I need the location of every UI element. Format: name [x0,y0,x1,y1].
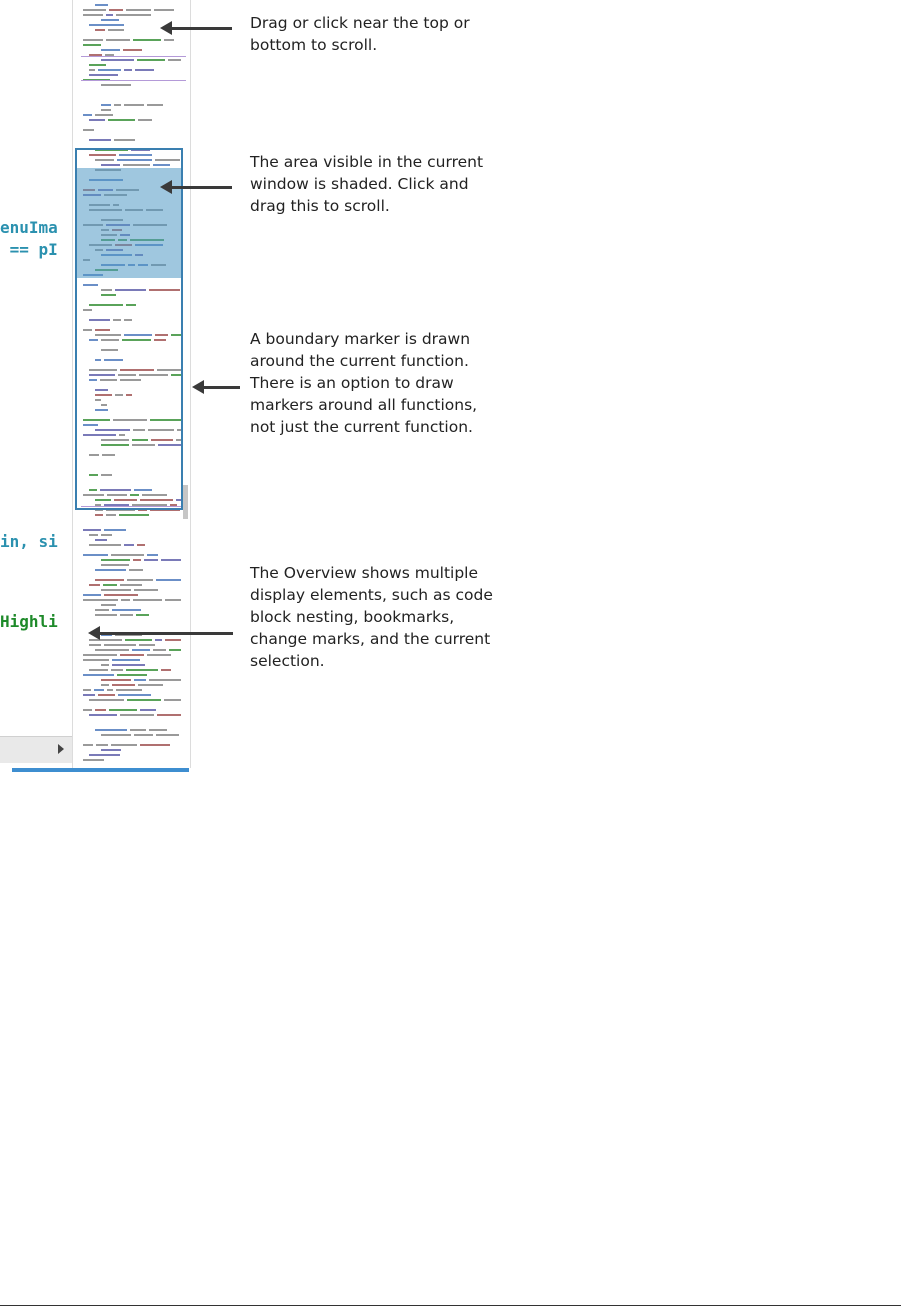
overview-scrollbar[interactable] [72,0,191,768]
overview-code-line [126,669,158,671]
overview-code-line [134,679,146,681]
overview-code-line [124,544,134,546]
overview-code-line [83,759,104,761]
overview-code-line [140,709,156,711]
callout-line: bottom to scroll. [250,36,378,54]
overview-code-line [157,714,181,716]
overview-code-line [101,19,119,21]
overview-code-line [156,579,181,581]
overview-code-line [154,9,174,11]
overview-code-line [112,664,145,666]
arrow-left-icon [202,386,240,389]
overview-code-line [116,689,142,691]
overview-code-line [164,699,181,701]
code-line: Highli [0,612,58,631]
callout-boundary-marker [250,328,530,438]
overview-code-line [138,119,152,121]
overview-code-line [112,659,140,661]
overview-code-line [120,614,133,616]
callout-line: A boundary marker is drawn [250,330,471,348]
callout-scroll-hint [250,12,530,56]
overview-code-line [83,114,92,116]
overview-code-line [133,39,161,41]
callout-line: display elements, such as code [250,586,493,604]
overview-code-line [83,529,101,531]
callout-line: Drag or click near the top or [250,14,470,32]
overview-code-line [114,104,121,106]
arrow-left-icon [98,632,233,635]
overview-code-line [101,679,131,681]
overview-code-line [83,9,106,11]
overview-code-line [89,714,117,716]
callout-line: markers around all functions, [250,396,478,414]
overview-code-line [83,694,95,696]
callout-line: around the current function. [250,352,469,370]
overview-code-line [133,559,141,561]
overview-code-line [96,744,108,746]
overview-code-line [127,699,161,701]
overview-code-line [135,69,154,71]
overview-code-line [140,744,170,746]
overview-code-line [101,664,109,666]
overview-code-line [83,709,92,711]
callout-line: The Overview shows multiple [250,564,479,582]
overview-code-line [83,689,91,691]
overview-code-line [101,534,112,536]
function-separator [81,56,186,57]
overview-code-line [112,684,135,686]
overview-code-line [126,9,151,11]
overview-code-line [111,744,137,746]
overview-code-line [83,654,117,656]
overview-code-line [101,734,131,736]
overview-code-line [156,734,179,736]
callout-overview-elements [250,562,530,672]
overview-code-line [89,644,101,646]
function-boundary-marker [75,148,183,510]
code-line: == pI [0,240,58,259]
overview-code-line [138,684,163,686]
overview-code-line [101,684,109,686]
overview-code-line [89,74,118,76]
overview-code-line [117,674,147,676]
overview-code-line [134,589,158,591]
overview-code-line [101,589,131,591]
overview-code-line [149,679,181,681]
overview-code-line [101,84,131,86]
overview-code-line [83,594,101,596]
overview-code-line [155,639,162,641]
overview-code-line [137,544,145,546]
scroll-thumb[interactable] [183,485,188,519]
overview-code-line [124,69,132,71]
overview-code-line [116,14,151,16]
overview-code-line [104,529,126,531]
overview-code-line [165,599,181,601]
overview-code-line [94,689,104,691]
overview-code-line [118,694,151,696]
overview-code-line [104,644,136,646]
overview-code-line [83,39,103,41]
overview-code-line [119,514,149,516]
overview-code-line [98,694,115,696]
overview-code-line [89,534,98,536]
overview-code-line [149,729,167,731]
overview-code-line [144,559,158,561]
overview-code-line [83,659,109,661]
overview-code-line [101,564,129,566]
overview-code-line [89,669,108,671]
overview-code-line [83,744,93,746]
overview-code-line [83,554,108,556]
overview-code-line [129,569,143,571]
overview-code-line [106,39,130,41]
overview-code-line [165,639,181,641]
overview-code-line [89,24,124,26]
overview-code-line [132,649,150,651]
horizontal-scrollbar[interactable] [0,736,72,763]
overview-code-line [153,649,166,651]
overview-code-line [109,709,137,711]
overview-code-line [164,39,174,41]
overview-code-line [95,514,103,516]
overview-code-line [108,119,135,121]
overview-code-line [83,599,118,601]
overview-code-line [125,639,152,641]
page-divider [0,1305,901,1306]
overview-code-line [112,609,141,611]
overview-code-line [133,599,162,601]
code-line: in, si [0,532,58,551]
callout-line: not just the current function. [250,418,473,436]
overview-code-line [120,654,144,656]
overview-code-line [101,104,111,106]
overview-code-line [124,104,144,106]
overview-code-line [89,69,95,71]
overview-code-line [130,729,146,731]
overview-code-line [95,539,107,541]
function-separator [81,80,186,81]
overview-code-line [101,749,121,751]
overview-code-line [83,674,114,676]
overview-code-line [136,614,149,616]
overview-code-line [107,689,113,691]
overview-code-line [83,14,103,16]
overview-code-line [168,59,181,61]
overview-code-line [123,49,142,51]
overview-code-line [120,714,154,716]
overview-code-line [114,139,135,141]
callout-visible-area [250,151,530,217]
callout-line: change marks, and the current [250,630,491,648]
code-editor[interactable] [0,0,72,770]
callout-line: drag this to scroll. [250,197,390,215]
overview-code-line [101,109,111,111]
overview-code-line [139,644,155,646]
overview-code-line [95,609,109,611]
overview-code-line [95,29,105,31]
overview-code-line [106,514,116,516]
overview-code-line [83,129,94,131]
overview-code-line [109,9,123,11]
overview-code-line [95,709,106,711]
overview-code-line [127,579,153,581]
overview-code-line [121,599,130,601]
overview-code-line [101,59,134,61]
overview-code-line [134,734,153,736]
overview-code-line [106,14,113,16]
callout-line: window is shaded. Click and [250,175,469,193]
callout-line: The area visible in the current [250,153,484,171]
overview-code-line [98,69,121,71]
overview-code-line [89,754,120,756]
overview-code-line [95,649,129,651]
overview-code-line [104,594,138,596]
overview-code-line [89,544,121,546]
overview-code-line [147,554,158,556]
overview-code-line [161,669,171,671]
overview-code-line [111,554,144,556]
overview-code-line [95,614,117,616]
code-line: enuIma [0,218,58,237]
overview-code-line [83,44,101,46]
callout-line: block nesting, bookmarks, [250,608,455,626]
overview-code-line [89,64,106,66]
overview-code-line [108,29,124,31]
overview-code-line [137,59,165,61]
overview-code-line [95,579,124,581]
overview-code-line [89,119,105,121]
overview-code-line [120,584,142,586]
overview-code-line [95,729,127,731]
status-bar [12,768,189,772]
overview-code-line [89,584,100,586]
callout-line: There is an option to draw [250,374,454,392]
overview-code-line [169,649,181,651]
overview-code-line [95,569,126,571]
overview-code-line [111,669,123,671]
overview-code-line [147,104,163,106]
triangle-right-icon[interactable] [58,744,64,754]
overview-code-line [89,699,124,701]
overview-code-line [101,604,116,606]
overview-code-line [101,49,120,51]
arrow-left-icon [170,27,232,30]
overview-code-line [147,654,171,656]
arrow-left-icon [170,186,232,189]
overview-code-line [95,4,108,6]
overview-code-line [161,559,181,561]
overview-code-line [103,584,117,586]
overview-code-line [101,559,130,561]
callout-line: selection. [250,652,325,670]
overview-code-line [89,139,111,141]
overview-code-line [95,114,113,116]
